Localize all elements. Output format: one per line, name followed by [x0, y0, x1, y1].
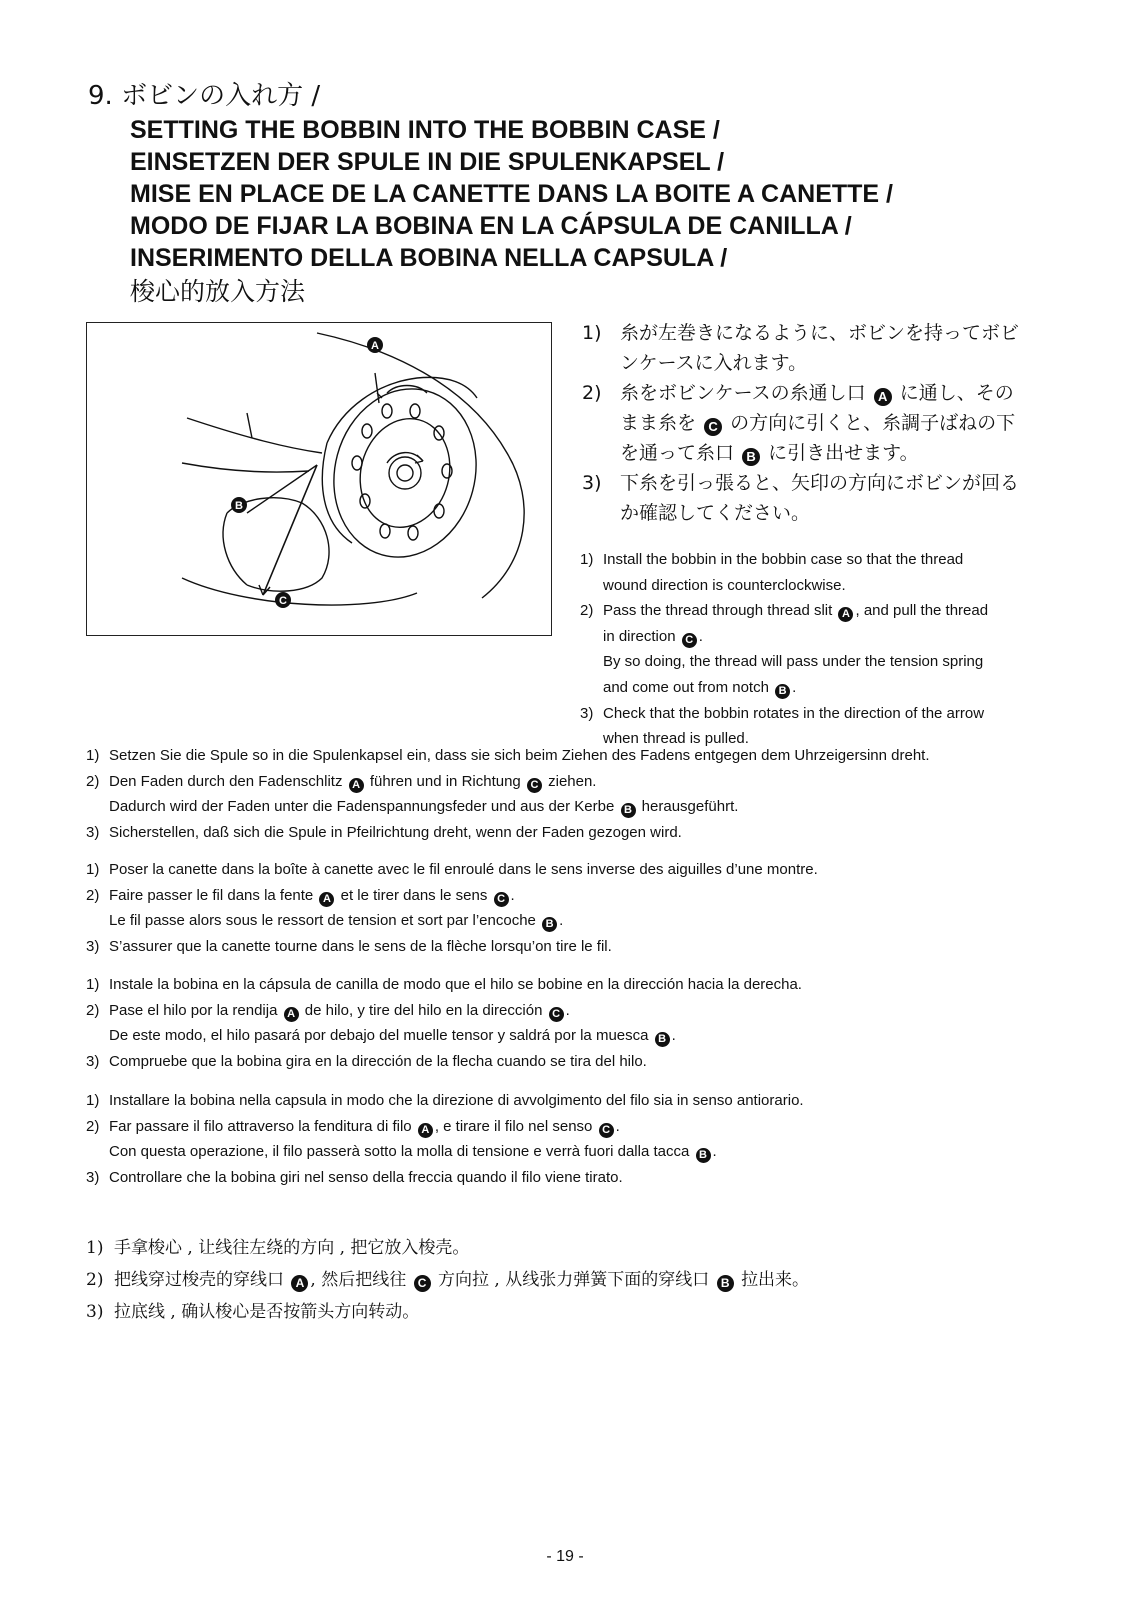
bobbin-case-rim	[327, 377, 477, 443]
list-item: 3) 拉底线 , 确认梭心是否按箭头方向转动。	[86, 1302, 420, 1322]
label-c: C	[279, 595, 287, 607]
badge-b: B	[717, 1275, 734, 1292]
list-item: 1) Poser la canette dans la boîte à canette avec le fil enroulé dans le sens inverse des aiguilles d’une montre.	[86, 861, 818, 878]
label-b: B	[235, 500, 243, 512]
title-german: EINSETZEN DER SPULE IN DIE SPULENKAPSEL /	[130, 148, 725, 176]
list-item: 3) S’assurer que la canette tourne dans le sens de la flèche lorsqu’on tire le fil.	[86, 937, 612, 955]
badge-b: B	[742, 448, 760, 466]
list-item: 1) Installare la bobina nella capsula in modo che la direzione di avvolgimento del filo sia in senso antiorario.	[86, 1092, 804, 1109]
list-item: 3) Check that the bobbin rotates in the direction of the arrow when thread is pulled.	[580, 704, 985, 748]
page-number: - 19 -	[546, 1548, 584, 1565]
badge-a: A	[319, 892, 334, 907]
instructions-spanish	[86, 972, 1086, 1074]
badge-b: B	[775, 684, 790, 699]
hand-finger-line	[182, 463, 309, 472]
badge-a: A	[349, 778, 364, 793]
hand-finger-line	[187, 418, 322, 453]
badge-c: C	[549, 1007, 564, 1022]
machine-body-outline	[317, 333, 524, 598]
list-item: 1) 糸が左巻きになるように、ボビンを持ってボビ ンケースに入れます。	[582, 322, 1020, 374]
bobbin-case-illustration	[86, 322, 552, 636]
badge-b: B	[696, 1148, 711, 1163]
list-item: 2) Den Faden durch den Fadenschlitz A führen und in Richtung C ziehen. Dadurch wird der Faden unter die Fadenspannungsfeder und aus der Kerbe B herausgeführt.	[86, 772, 739, 817]
list-item: 2) 把线穿过梭壳的穿线口 A , 然后把线往 C 方向拉 , 从线张力弹簧下面的穿线口 B 拉出来。	[86, 1270, 810, 1290]
list-item: 2) Pass the thread through thread slit A , and pull the thread in direction C . By so doing, the thread will pass under the tension spring and come out from notch B .	[580, 602, 989, 697]
list-item: 3) 下糸を引っ張ると、矢印の方向にボビンが回る か確認してください。	[582, 472, 1020, 524]
badge-a: A	[291, 1275, 308, 1292]
instructions-chinese	[86, 1232, 986, 1328]
instructions-italian	[86, 1088, 1086, 1190]
badge-b: B	[655, 1032, 670, 1047]
badge-c: C	[527, 778, 542, 793]
bobbin-inner	[348, 408, 461, 537]
instructions-english	[580, 547, 1060, 752]
list-item: 3) Controllare che la bobina giri nel senso della freccia quando il filo viene tirato.	[86, 1168, 623, 1186]
list-item: 3) Compruebe que la bobina gira en la dirección de la flecha cuando se tira del hilo.	[86, 1052, 647, 1070]
title-chinese: 梭心的放入方法	[130, 277, 306, 306]
instructions-german	[86, 743, 1086, 845]
list-item: 1) 手拿梭心 , 让线往左绕的方向 , 把它放入梭壳。	[86, 1238, 470, 1258]
badge-c: C	[599, 1123, 614, 1138]
instructions-japanese	[582, 318, 1052, 528]
badge-c: C	[682, 633, 697, 648]
title-italian: INSERIMENTO DELLA BOBINA NELLA CAPSULA /	[130, 244, 728, 272]
list-item: 1) Install the bobbin in the bobbin case so that the thread wound direction is counterclockwise.	[580, 551, 964, 594]
list-item: 2) Pase el hilo por la rendija A de hilo, y tire del hilo en la dirección C . De este modo, el hilo pasará por debajo del muelle tensor y saldrá por la muesca B .	[86, 1001, 676, 1046]
badge-c: C	[494, 892, 509, 907]
section-title	[88, 78, 893, 310]
badge-b: B	[621, 803, 636, 818]
list-item: 1) Setzen Sie die Spule so in die Spulenkapsel ein, dass sie sich beim Ziehen des Fadens entgegen dem Uhrzeigersinn dreht.	[86, 747, 930, 764]
list-item: 3) Sicherstellen, daß sich die Spule in Pfeilrichtung dreht, wenn der Faden gezogen wird.	[86, 823, 682, 841]
title-japanese: 9. ボビンの入れ方 /	[88, 81, 321, 111]
bobbin-hub	[389, 457, 421, 489]
list-item: 1) Instale la bobina en la cápsula de canilla de modo que el hilo se bobine en la dirección hacia la derecha.	[86, 976, 802, 993]
list-item: 2) Faire passer le fil dans la fente A et le tirer dans le sens C . Le fil passe alors sous le ressort de tension et sort par l’encoche B .	[86, 886, 564, 931]
instructions-french	[86, 857, 1086, 959]
badge-a: A	[838, 607, 853, 622]
badge-c: C	[414, 1275, 431, 1292]
title-english: SETTING THE BOBBIN INTO THE BOBBIN CASE /	[130, 116, 720, 144]
title-spanish: MODO DE FIJAR LA BOBINA EN LA CÁPSULA DE CANILLA /	[130, 212, 852, 240]
badge-c: C	[704, 418, 722, 436]
list-item: 2) 糸をボビンケースの糸通し口 A に通し、その まま糸を C の方向に引くと、糸調子ばねの下 を通って糸口 B に引き出せます。	[582, 382, 1016, 464]
title-french: MISE EN PLACE DE LA CANETTE DANS LA BOITE A CANETTE /	[130, 180, 893, 208]
badge-a: A	[284, 1007, 299, 1022]
label-a: A	[371, 340, 379, 352]
list-item: 2) Far passare il filo attraverso la fenditura di filo A , e tirare il filo nel senso C . Con questa operazione, il filo passerà sotto la molla di tensione e verrà fuori dalla tacca B .	[86, 1117, 717, 1162]
bobbin-outer	[315, 373, 494, 573]
bobbin-drawing	[87, 323, 551, 635]
badge-a: A	[418, 1123, 433, 1138]
thread-line	[263, 465, 317, 595]
badge-a: A	[874, 388, 892, 406]
badge-b: B	[542, 917, 557, 932]
